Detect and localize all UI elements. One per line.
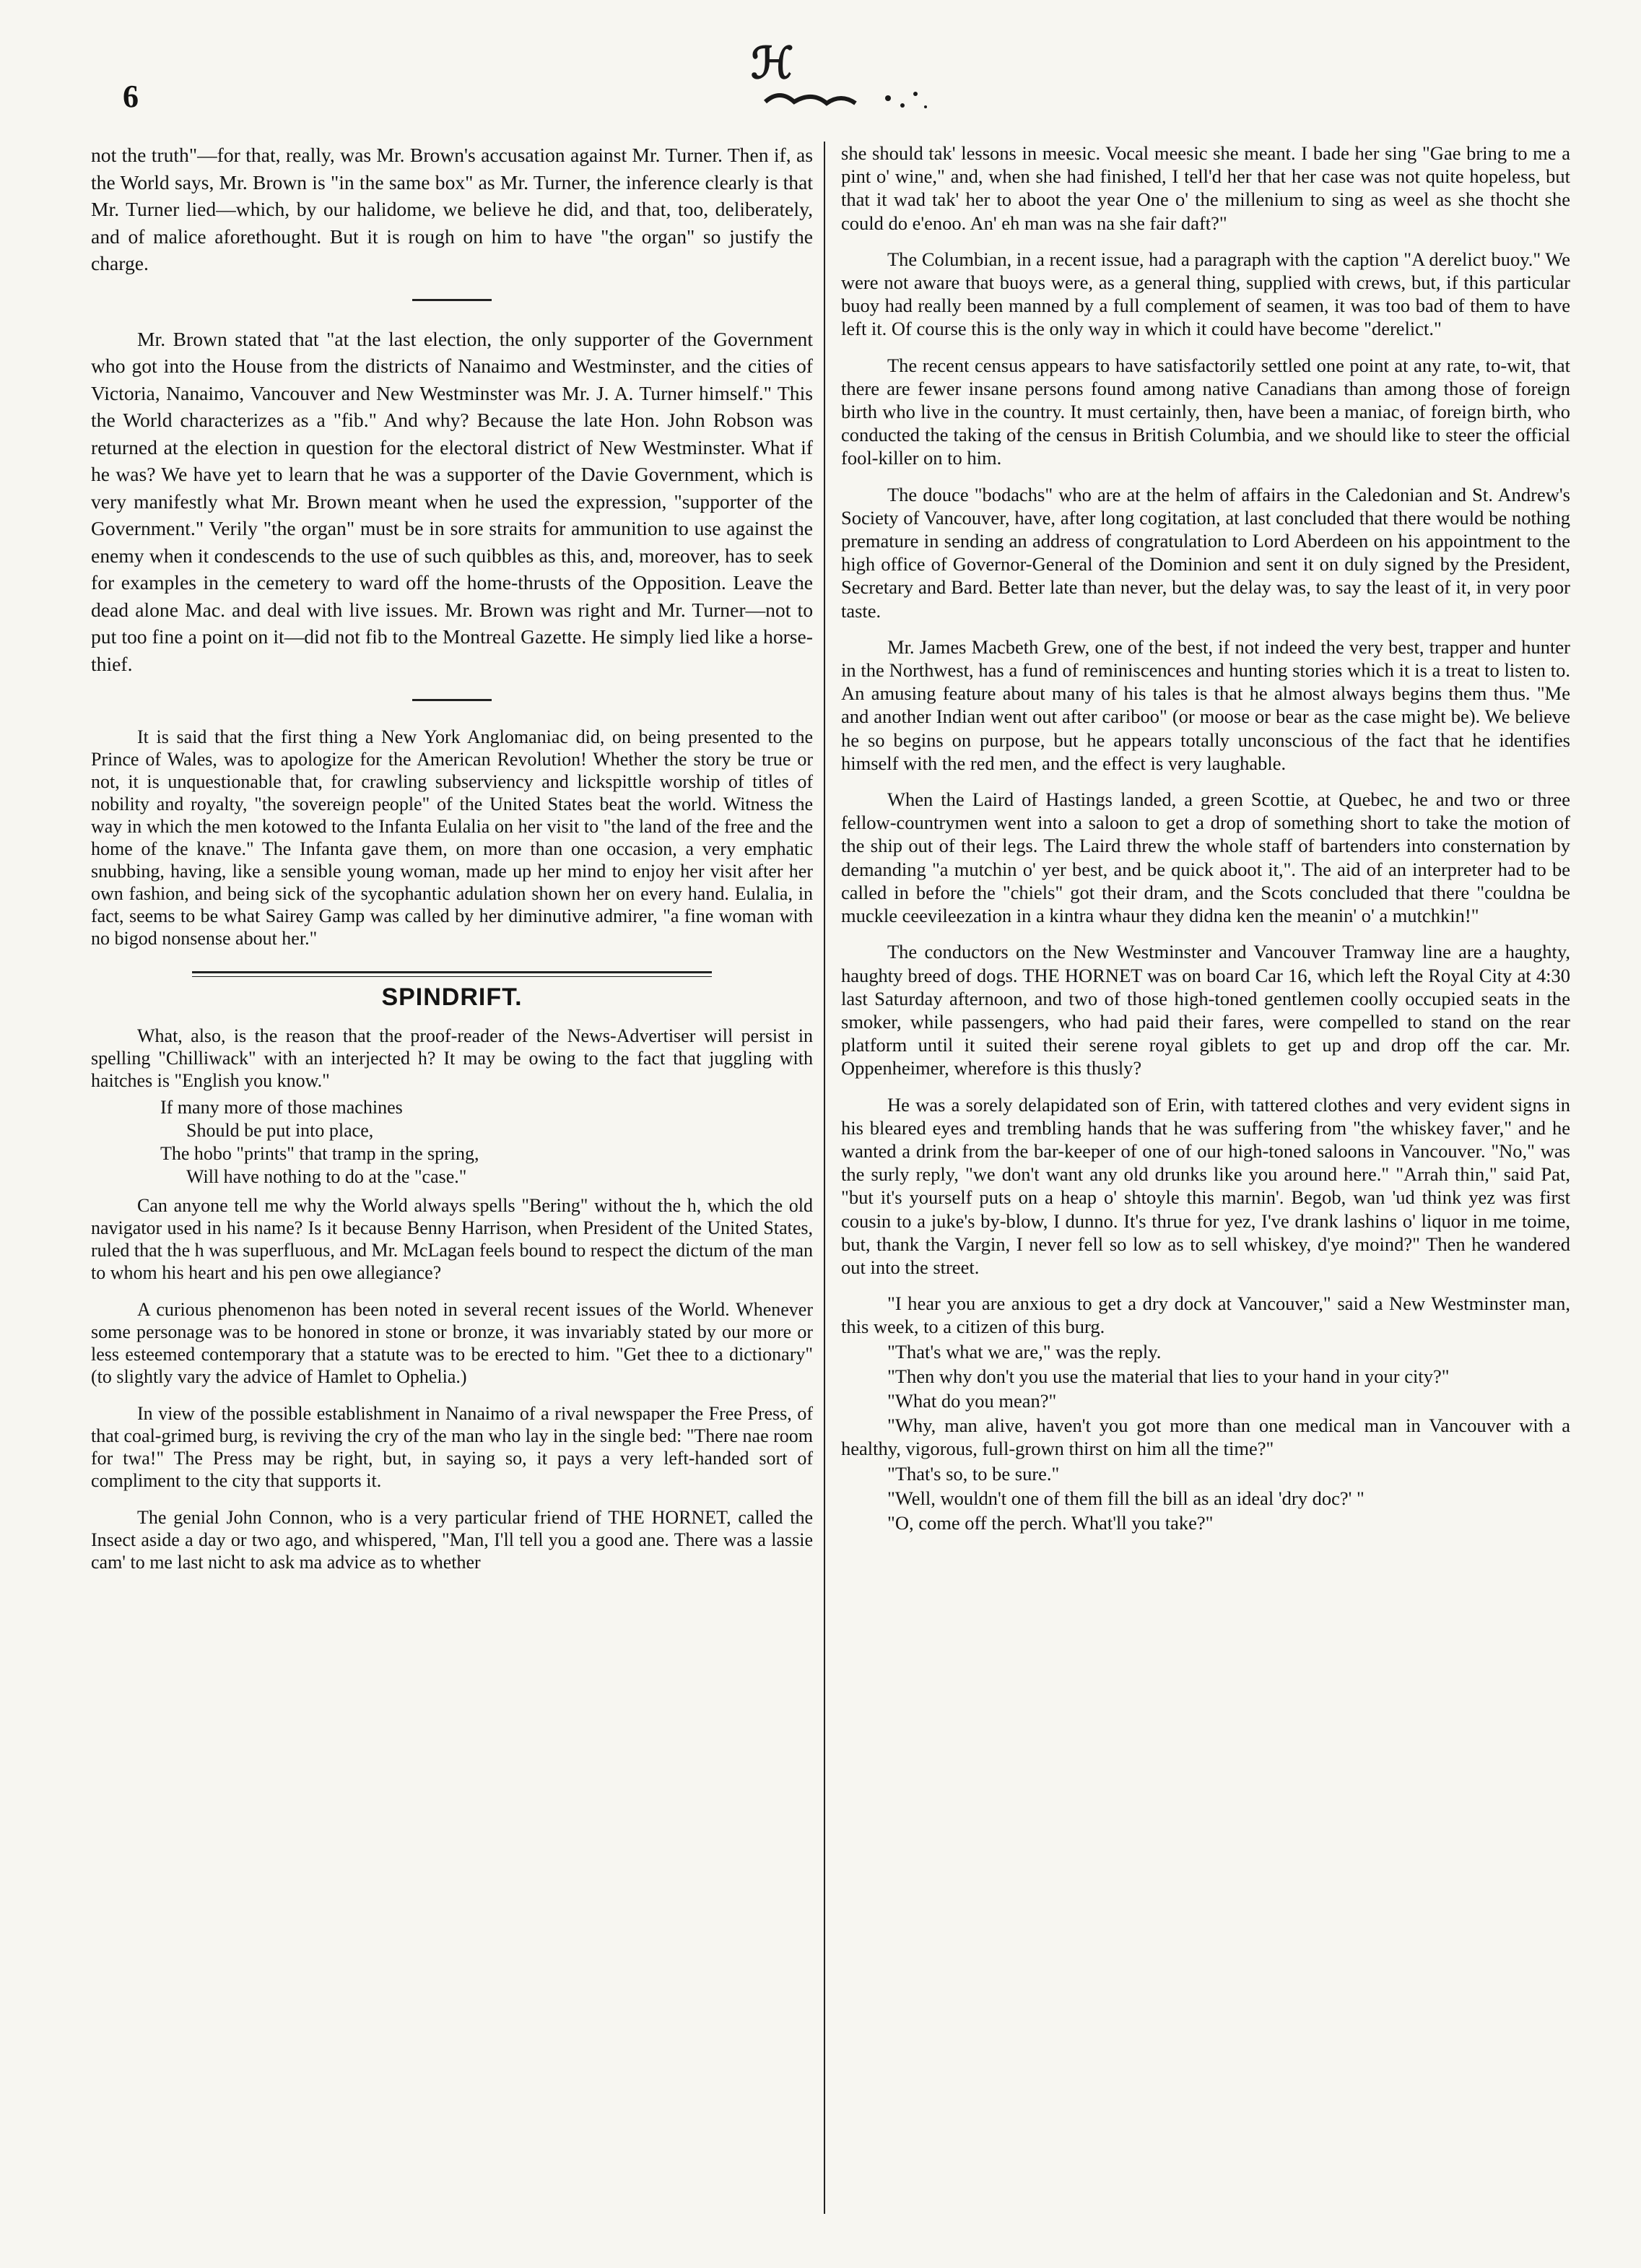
column-rule (824, 142, 825, 2214)
paragraph: A curious phenomenon has been noted in several recent issues of the World. Whenever some personage was to be honored in stone or bronze, it was invariably stated by our more or less esteemed contemporary that a statute was to be erected to him. "Get thee to a dictionary" (to slightly vary the advice of Hamlet to Ophelia.) (91, 1298, 813, 1387)
paragraph: The douce "bodachs" who are at the helm of affairs in the Caledonian and St. Andrew's Society of Vancouver, have, after long cogitation, at last concluded that there would be nothing premature in sending an address of congratulation to Lord Aberdeen on his appointment to the high office of Governor-General of the Dominion and sent it on duly signed by the President, Secretary and Bard. Better late than never, but the delay was, to say the least of it, in very poor taste. (841, 483, 1570, 622)
dialog-line: "That's what we are," was the reply. (887, 1340, 1162, 1363)
dialog-line: "What do you mean?" (887, 1389, 1057, 1412)
spindrift-section (91, 1025, 813, 1573)
verse-line: If many more of those machines (160, 1096, 403, 1118)
verse-line: The hobo "prints" that tramp in the spring, (160, 1142, 479, 1164)
verse-line: Should be put into place, (186, 1119, 374, 1141)
masthead (722, 33, 939, 120)
dialog-line: "O, come off the perch. What'll you take?" (887, 1511, 1214, 1534)
section-rule (192, 971, 712, 977)
article-last-election (91, 326, 813, 678)
paragraph: It is said that the first thing a New York Anglomaniac did, on being presented to the Prince of Wales, was to apologize for the American Revolution! Whether the story be true or not, it is unquestionable that, for crawling subserviency and lickspittle worship of titles of nobility and royalty, "the sovereign people" of the United States beat the world. Witness the way in which the men kotowed to the Infanta Eulalia on her visit to "the land of the free and the home of the knave." The Infanta gave them, on more than one occasion, a very emphatic snubbing, having, like a sensible young woman, made up her mind to enjoy her visit after her own fashion, and being sick of the sycophantic adulation shown her on every hand. Eulalia, in fact, seems to be what Sairey Gamp was called by her diminutive admirer, "a fine woman with no bigod nonsense about her." (91, 726, 813, 949)
dialog (841, 1292, 1570, 1534)
paragraph: The Columbian, in a recent issue, had a paragraph with the caption "A derelict buoy." We were not aware that buoys were, as a general thing, supplied with crews, but, if this particular buoy had really been manned by a full complement of seamen, it was too bad of them to have left it. Of course this is the only way in which it could have become "derelict." (841, 248, 1570, 340)
hornet-logo-icon (722, 38, 939, 120)
paragraph: not the truth"—for that, really, was Mr. Brown's accusation against Mr. Turner. Then if, as the World says, Mr. Brown is "in the same box" as Mr. Turner, the inference clearly is that Mr. Turner lied—which, by our halidome, we believe he did, and that, too, deliberately, and of malice aforethought. But it is rough on him to have "the organ" so justify the charge. (91, 144, 813, 274)
paragraph: The conductors on the New Westminster and Vancouver Tramway line are a haughty, haughty breed of dogs. THE HORNET was on board Car 16, which left the Royal City at 4:30 last Saturday afternoon, and two of those high-toned gentlemen coolly occupied seats in the smoker, while passengers, who had paid their fares, were compelled to stand on the rear platform until it suited their serene royal giblets to get up and drop off the car. Mr. Oppenheimer, wherefore is this thusly? (841, 941, 1570, 1079)
svg-text:ℋ: ℋ (751, 38, 794, 89)
paragraph: The genial John Connon, who is a very particular friend of THE HORNET, called the Insect aside a day or two ago, and whispered, "Man, I'll tell you a good ane. There was a lassie cam' to me last nicht to ask ma advice as to whether (91, 1506, 813, 1573)
article-brown-turner (91, 142, 813, 277)
paragraph: In view of the possible establishment in Nanaimo of a rival newspaper the Free Press, of that coal-grimed burg, is reviving the cry of the man who lay in the single bed: "There nae room for twa!" The Press may be right, but, in saying so, it pays a very left-handed sort of compliment to the city that supports it. (91, 1402, 814, 1491)
verse-line: Will have nothing to do at the "case." (186, 1165, 467, 1187)
left-column (91, 142, 813, 2214)
right-column (841, 142, 1570, 2214)
paragraph: When the Laird of Hastings landed, a green Scottie, at Quebec, he and two or three fellow-countrymen went into a saloon to get a drop of something short to take the motion of the ship out of their legs. The Laird threw the whole staff of bartenders into consternation by demanding "a mutchin o' yer best, and be quick aboot it,". The aid of an interpreter had to be called in before the "chiels" got their dram, and the Scots concluded that there "couldna be muckle ceevileezation in a kintra whaur they didna ken the meanin' o' a mutchkin!" (841, 788, 1570, 927)
paragraph: The recent census appears to have satisfactorily settled one point at any rate, to-wit, that there are fewer insane persons found among native Canadians than among those of foreign birth who live in the country. It must certainly, then, have been a maniac, of foreign birth, who conducted the taking of the census in British Columbia, and we should like to steer the official fool-killer on to him. (841, 354, 1570, 469)
separator (412, 699, 492, 701)
paragraph: He was a sorely delapidated son of Erin, with tattered clothes and very evident signs in his bleared eyes and trembling hands that he was suffering from "the whiskey faver," and he wanted a drink from the bar-keeper of one of our high-toned saloons in Vancouver. "No," was the surly reply, "we don't want any old drunks like you around here." "Arrah thin," said Pat, "but it's yourself puts on a heap o' shtoyle this marnin'. Begob, wan 'ud think yez was first cousin to a juke's by-blow, I dunno. It's thrue for yez, I've drank lashins o' liquor in me toime, but, thank the Vargin, I never fell so low as to sell whiskey, d'ye moind?" Then he wandered out into the street. (841, 1093, 1570, 1278)
paragraph: Can anyone tell me why the World always spells "Bering" without the h, which the old navigator used in his name? Is it because Benny Harrison, when President of the United States, ruled that the h was superfluous, and Mr. McLagan feels bound to respect the dictum of the man to whom his heart and his pen owe allegiance? (91, 1194, 814, 1283)
paragraph: What, also, is the reason that the proof-reader of the News-Advertiser will persist in spelling "Chilliwack" with an interjected h? It may be owing to the fact that juggling with haitches is "English you know." (91, 1025, 813, 1091)
section-heading: SPINDRIFT. (381, 983, 523, 1011)
dialog-line: "Then why don't you use the material that lies to your hand in your city?" (887, 1365, 1450, 1387)
article-anglomaniac (91, 726, 813, 950)
paragraph: Mr. Brown stated that "at the last election, the only supporter of the Government who got into the House from the districts of Nanaimo and Westminster, and the cities of Victoria, Nanaimo, Vancouver and New Westminster was Mr. J. A. Turner himself." This the World characterizes as a "fib." And why? Because the late Hon. John Robson was returned at the election in question for the electoral district of New Westminster. What if he was? We have yet to learn that he was a supporter of the Davie Government, which is very manifestly what Mr. Brown meant when he used the expression, "supporter of the Government." Verily "the organ" must be in sore straits for ammunition to use against the enemy when it condescends to the use of such quibbles as this, and, moreover, has to seek for examples in the cemetery to ward off the home-thrusts of the Opposition. Leave the dead alone Mac. and deal with live issues. Mr. Brown was right and Mr. Turner—not to put too fine a point on it—did not fib to the Montreal Gazette. He simply lied like a horse-thief. (91, 327, 813, 675)
dialog-line: "Why, man alive, haven't you got more than one medical man in Vancouver with a healthy, vigorous, full-grown thirst on him all the time?" (841, 1415, 1570, 1460)
paragraph: Mr. James Macbeth Grew, one of the best, if not indeed the very best, trapper and hunter in the Northwest, has a fund of reminiscences and hunting stories which it is a treat to listen to. An amusing feature about many of his tales is that he almost always begins them thus. "Me and another Indian went out after cariboo" (or moose or bear as the case might be). We believe he so begins on purpose, but he appears totally unconscious of the fact that he identifies himself with the red men, and the effect is very laughable. (841, 635, 1570, 774)
dialog-line: "I hear you are anxious to get a dry dock at Vancouver," said a New Westminster man, this week, to a citizen of this burg. (841, 1292, 1570, 1338)
dialog-line: "Well, wouldn't one of them fill the bill as an ideal 'dry doc?' " (887, 1487, 1364, 1509)
page-number: 6 (123, 79, 139, 114)
paragraph: she should tak' lessons in meesic. Vocal meesic she meant. I bade her sing "Gae bring to me a pint o' wine," and, when she had finished, I tell'd her that her case was not quite hopeless, but that it wad tak' her to aboot the year One o' the millenium to sing as weel as she thocht she could do e'enoo. An' eh man was na she fair daft?" (841, 142, 1570, 234)
separator (412, 299, 492, 301)
verse (160, 1096, 813, 1189)
dialog-line: "That's so, to be sure." (887, 1462, 1060, 1485)
